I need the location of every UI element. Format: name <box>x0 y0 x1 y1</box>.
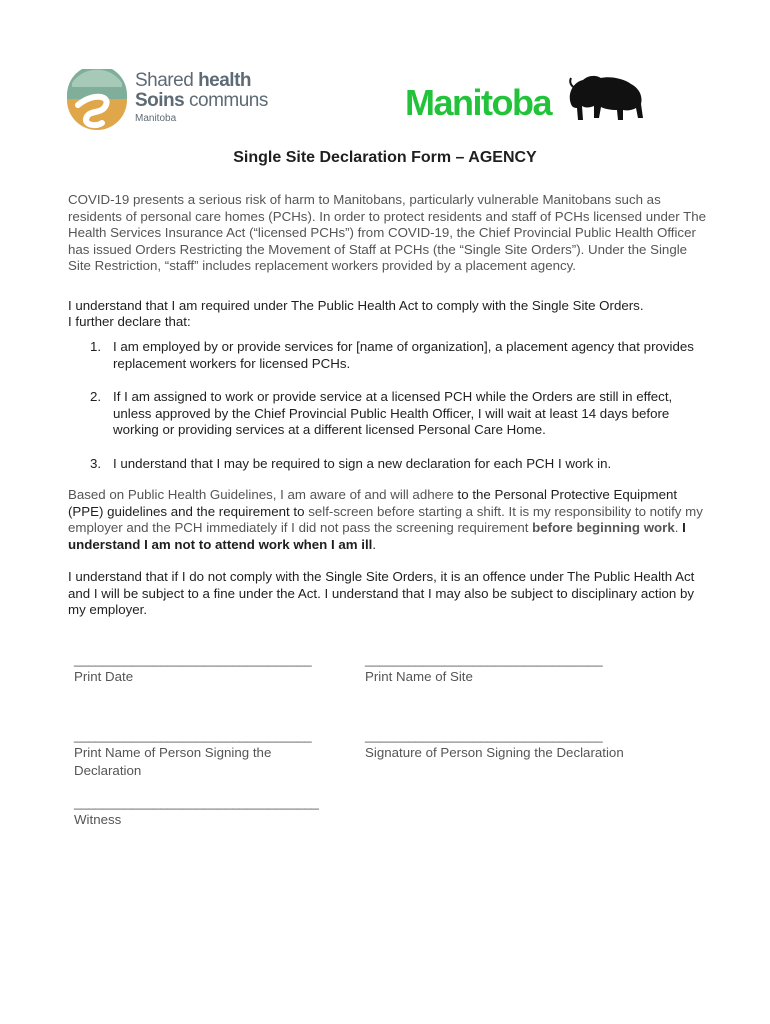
print-name-of-site-line[interactable]: _________________________________ <box>365 652 603 667</box>
witness-label: Witness <box>74 812 122 827</box>
compliance-paragraph: I understand that if I do not comply with the Single Site Orders, it is an offence under The Public Health Act and I will be subject to a fine under the Act. I understand that I may also be subject to disciplinary action by my employer. <box>68 569 695 618</box>
ppe-paragraph <box>68 487 708 553</box>
bison-icon <box>565 74 647 124</box>
logo-line2-regular: communs <box>189 90 268 111</box>
shared-health-emblem-icon <box>66 69 128 131</box>
page-title: Single Site Declaration Form – AGENCY <box>233 149 537 166</box>
list-item-number: 2. <box>90 389 102 405</box>
signature-person-line[interactable]: _________________________________ <box>365 728 603 743</box>
ppe-sep: . <box>674 520 683 536</box>
logo-line1-bold: health <box>198 70 252 91</box>
signature-person-label: Signature of Person Signing the Declaration <box>365 745 624 760</box>
declarations-list <box>90 339 706 473</box>
logo-line3: Manitoba <box>135 113 177 124</box>
shared-health-logo <box>66 68 281 132</box>
print-name-person-line[interactable]: _________________________________ <box>74 728 312 743</box>
witness-line[interactable]: __________________________________ <box>74 795 319 810</box>
ppe-bold-1: before beginning work <box>532 520 675 536</box>
list-item-text: If I am assigned to work or provide service at a licensed PCH while the Orders are still in effect, unless approved by the Chief Provincial Public Health Officer, I will wait at least 14 days before working or providing services at a different licensed Personal Care Home. <box>113 389 673 438</box>
ppe-part-2: to the Personal Protective Equipment (PPE) guidelines and the requirement to <box>68 487 678 519</box>
list-item-text: I am employed by or provide services for [name of organization], a placement agency that provides replacement workers for licensed PCHs. <box>113 339 694 371</box>
print-name-of-site-label: Print Name of Site <box>365 669 473 684</box>
list-item-text: I understand that I may be required to sign a new declaration for each PCH I work in. <box>113 455 612 471</box>
logo-line1-regular: Shared <box>135 70 194 91</box>
print-date-line[interactable]: _________________________________ <box>74 652 312 667</box>
list-item <box>90 389 706 439</box>
declare-line-2: I further declare that: <box>68 314 191 329</box>
manitoba-wordmark: Manitoba <box>405 82 551 123</box>
ppe-part-3: self-screen before starting a shift. It is my responsibility to notify my employer and the PCH immediately if I did not pass the screening requirement <box>68 503 703 536</box>
ppe-bold-2: I understand I am not to attend work when I am ill <box>68 520 686 552</box>
intro-paragraph: COVID-19 presents a serious risk of harm to Manitobans, particularly vulnerable Manitobans such as residents of personal care homes (PCHs). In order to protect residents and staff of PCHs licensed under The Health Services Insurance Act (“licensed PCHs”) from COVID-19, the Chief Provincial Public Health Officer has issued Orders Restricting the Movement of Staff at PCHs (the “Single Site Orders”). Under the Single Site Restriction, “staff” includes replacement workers provided by a placement agency. <box>68 192 707 274</box>
list-item <box>90 456 706 473</box>
list-item-number: 1. <box>90 339 102 354</box>
ppe-part-1: Based on Public Health Guidelines, I am aware of and will adhere <box>68 487 458 502</box>
declare-line-1: I understand that I am required under The Public Health Act to comply with the Single Site Orders. <box>68 298 644 313</box>
list-item <box>90 339 706 372</box>
logo-line2-bold: Soins <box>135 90 185 111</box>
ppe-end: . <box>372 536 377 552</box>
print-date-label: Print Date <box>74 669 134 684</box>
list-item-number: 3. <box>90 455 102 471</box>
manitoba-logo <box>405 72 650 128</box>
print-name-person-label: Print Name of Person Signing the Declaration <box>74 745 272 778</box>
